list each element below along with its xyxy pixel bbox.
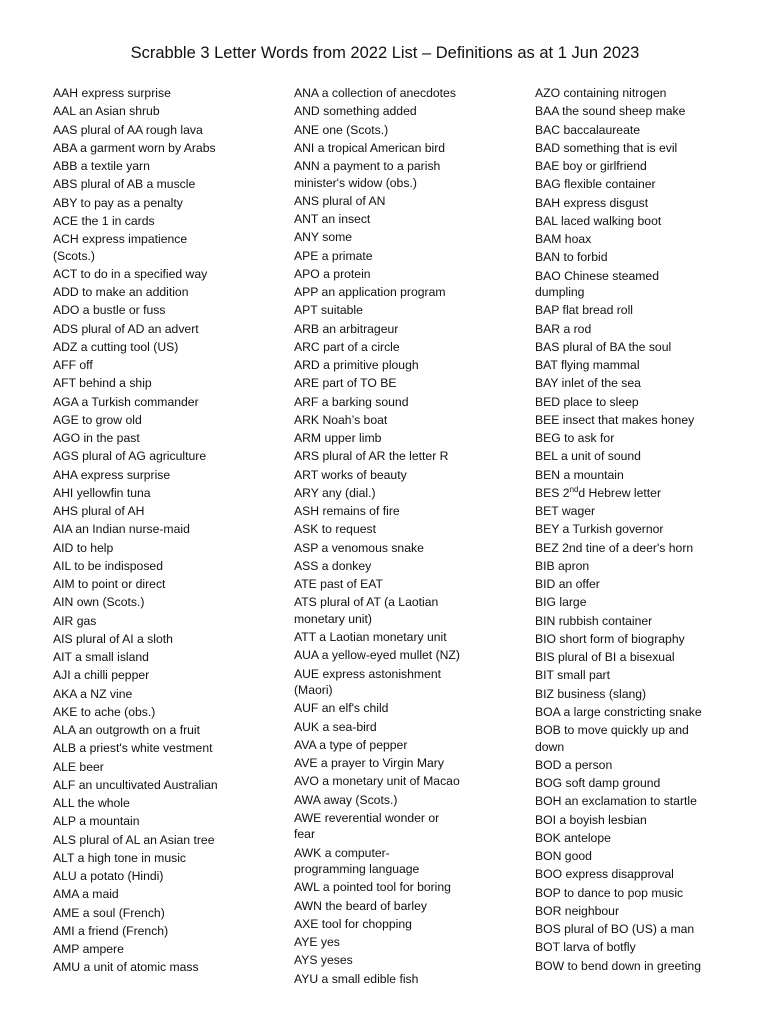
word-entry-line: BAT flying mammal (535, 358, 640, 372)
word-entry (53, 959, 288, 976)
word-entry-line: AXE tool for chopping (294, 916, 412, 931)
word-entry-line: AGS plural of AG agriculture (53, 449, 207, 464)
word-entry (294, 248, 529, 265)
word-entry-line: AAS plural of AA rough lava (53, 122, 203, 137)
word-entry-line: BIS plural of BI a bisexual (535, 650, 675, 664)
page-title: Scrabble 3 Letter Words from 2022 List – Definitions as at 1 Jun 2023 (130, 44, 640, 62)
word-entry-line: BES 2ndd Hebrew letter (535, 484, 662, 500)
word-entry (535, 613, 757, 630)
word-entry-line: APE a primate (294, 248, 373, 263)
word-entry (53, 485, 288, 502)
word-entry (53, 868, 288, 885)
word-entry (53, 722, 288, 739)
word-entry-line: ARM upper limb (294, 431, 382, 445)
word-entry-line: AUF an elf's child (294, 701, 389, 716)
word-entry (53, 195, 288, 212)
word-entry-line: AIR gas (53, 613, 97, 628)
word-entry (53, 140, 288, 157)
word-entry (53, 284, 288, 301)
word-entry (294, 394, 529, 411)
word-entry-line: ANY some (294, 230, 353, 245)
word-entry-line: BAC baccalaureate (535, 122, 641, 137)
word-entry-line: BAH express disgust (535, 195, 649, 210)
word-entry (53, 594, 288, 611)
word-entry (535, 122, 757, 139)
word-entry (294, 700, 529, 717)
word-entry-line: AAH express surprise (53, 86, 171, 100)
word-entry (53, 448, 288, 465)
word-entry-line: ARD a primitive plough (294, 358, 419, 372)
word-entry (294, 810, 529, 843)
word-entry-line: BOK antelope (535, 830, 611, 845)
word-entry-line: BOT larva of botfly (535, 940, 636, 955)
word-entry (294, 952, 529, 969)
word-entry-line: BIO short form of biography (535, 631, 685, 646)
word-entry-line: BAP flat bread roll (535, 303, 634, 318)
word-entry-line: ARF a barking sound (294, 394, 409, 409)
word-entry-line: AFF off (53, 358, 93, 372)
word-entry-line: ARK Noah’s boat (294, 412, 388, 427)
word-entry-line: programming language (294, 862, 420, 876)
word-entry (535, 576, 757, 593)
word-entry (535, 903, 757, 920)
word-entry-line: BEN a mountain (535, 467, 624, 482)
word-entry (535, 485, 757, 502)
word-entry-line: AGA a Turkish commander (53, 394, 199, 409)
word-entry (294, 934, 529, 951)
word-entry (535, 540, 757, 557)
word-entry-line: ASS a donkey (294, 558, 372, 573)
word-entry-line: AAL an Asian shrub (53, 104, 160, 119)
word-entry (535, 140, 757, 157)
word-entry-line: BAN to forbid (535, 250, 608, 265)
word-entry-line: AIS plural of AI a sloth (53, 631, 173, 646)
word-entry-line: AFT behind a ship (53, 376, 152, 391)
word-entry-line: AWK a computer- (294, 845, 390, 860)
word-entry-line: BOB to move quickly up and (535, 723, 689, 737)
word-entry (53, 759, 288, 776)
word-entry (53, 850, 288, 867)
word-entry (53, 430, 288, 447)
word-entry-line: BAM hoax (535, 232, 592, 246)
word-entry-line: BOS plural of BO (US) a man (535, 922, 695, 936)
word-entry (294, 211, 529, 228)
word-entry (53, 686, 288, 703)
word-entry-line: AGE to grow old (53, 412, 142, 427)
word-entry-line: BET wager (535, 504, 596, 518)
word-entry-line: ANA a collection of anecdotes (294, 86, 456, 100)
word-entry-line: ABA a garment worn by Arabs (53, 140, 216, 155)
word-entry (294, 558, 529, 575)
word-entry-line: AIT a small island (53, 650, 149, 664)
word-entry (294, 879, 529, 896)
word-entry-line: AIL to be indisposed (53, 558, 163, 573)
word-entry (535, 848, 757, 865)
word-entry (53, 103, 288, 120)
word-entry (535, 921, 757, 938)
word-entry-line: AGO in the past (53, 431, 140, 445)
word-entry (294, 666, 529, 699)
word-entry (53, 266, 288, 283)
word-entry (294, 193, 529, 210)
word-entry-line: down (535, 739, 565, 754)
word-entry-line: monetary unit) (294, 611, 372, 626)
word-entry-line: ALL the whole (53, 796, 130, 810)
word-entry-line: AMP ampere (53, 942, 124, 956)
word-entry-line: BAO Chinese steamed (535, 268, 659, 283)
word-entry-line: AIA an Indian nurse-maid (53, 522, 190, 537)
word-entry (53, 576, 288, 593)
word-entry (294, 339, 529, 356)
word-entry-line: ARC part of a circle (294, 339, 400, 354)
word-entry-line: AVO a monetary unit of Macao (294, 774, 460, 789)
word-entry (53, 613, 288, 630)
word-entry-line: ASP a venomous snake (294, 540, 424, 555)
word-entry-line: AKA a NZ vine (53, 686, 133, 701)
word-entry-line: BID an offer (535, 577, 600, 591)
word-entry-line: BAA the sound sheep make (535, 104, 686, 119)
word-entry-line: AYS yeses (294, 953, 353, 968)
word-entry (53, 649, 288, 666)
word-entry (294, 719, 529, 736)
word-entry (535, 866, 757, 883)
word-entry (53, 667, 288, 684)
word-entry-line: AID to help (53, 540, 114, 555)
word-entry (535, 467, 757, 484)
word-entry-line: ASH remains of fire (294, 504, 400, 518)
word-entry (535, 649, 757, 666)
word-entry (294, 755, 529, 772)
word-entry-line: AWE reverential wonder or (294, 810, 440, 825)
word-entry (53, 302, 288, 319)
word-entry-line: APP an application program (294, 285, 446, 299)
word-entry-line: BEY a Turkish governor (535, 522, 664, 537)
word-column-1 (53, 85, 288, 978)
word-entry-line: BOA a large constricting snake (535, 704, 702, 719)
word-entry-line: AMI a friend (French) (53, 923, 169, 938)
word-entry (53, 503, 288, 520)
word-entry (53, 357, 288, 374)
word-entry-line: BOI a boyish lesbian (535, 812, 647, 827)
word-entry-line: ALB a priest's white vestment (53, 741, 213, 756)
word-entry-line: BAL laced walking boot (535, 213, 662, 228)
word-entry-line: AYE yes (294, 935, 340, 949)
word-entry-line: AKE to ache (obs.) (53, 704, 156, 719)
word-entry-line: ACT to do in a specified way (53, 266, 208, 281)
word-entry-line: AVE a prayer to Virgin Mary (294, 756, 444, 770)
word-entry-line: ACH express impatience (53, 232, 188, 246)
word-entry-line: BOR neighbour (535, 903, 620, 918)
word-entry (53, 886, 288, 903)
word-entry-line: BED place to sleep (535, 394, 639, 409)
word-entry (535, 686, 757, 703)
word-entry (294, 375, 529, 392)
word-entry (535, 195, 757, 212)
word-entry-line: BEG to ask for (535, 431, 615, 445)
word-entry (53, 339, 288, 356)
word-entry-line: BEL a unit of sound (535, 449, 641, 464)
word-entry-line: BIG large (535, 595, 587, 610)
word-entry (294, 916, 529, 933)
word-entry-line: ANN a payment to a parish (294, 159, 441, 173)
ordinal-suffix: nd (569, 484, 579, 494)
word-entry-line: BOO express disapproval (535, 867, 674, 882)
word-entry-line: ANT an insect (294, 212, 371, 226)
word-entry (535, 958, 757, 975)
word-entry-line: AIM to point or direct (53, 577, 166, 591)
word-entry-line: BOW to bend down in greeting (535, 958, 701, 973)
word-entry-line: ANI a tropical American bird (294, 140, 446, 155)
word-entry-line: ASK to request (294, 522, 376, 537)
word-entry (535, 812, 757, 829)
word-entry-line: BOH an exclamation to startle (535, 794, 697, 809)
word-entry-line: ADD to make an addition (53, 285, 189, 299)
word-entry (535, 885, 757, 902)
word-entry (294, 140, 529, 157)
word-entry (294, 898, 529, 915)
word-entry (535, 103, 757, 120)
word-entry (53, 394, 288, 411)
word-column-3 (535, 85, 757, 976)
word-entry (294, 229, 529, 246)
word-entry (294, 971, 529, 988)
word-entry-line: BEE insect that makes honey (535, 412, 695, 427)
word-entry (53, 540, 288, 557)
word-entry (294, 576, 529, 593)
word-entry-line: AHS plural of AH (53, 504, 145, 518)
word-entry-line: ALF an uncultivated Australian (53, 777, 218, 792)
word-entry (535, 448, 757, 465)
word-entry (535, 268, 757, 301)
word-entry-line: AYU a small edible fish (294, 971, 419, 986)
word-entry-line: ABS plural of AB a muscle (53, 177, 196, 192)
word-entry-line: BAE boy or girlfriend (535, 159, 647, 173)
word-entry-line: ADZ a cutting tool (US) (53, 339, 179, 354)
word-entry (53, 321, 288, 338)
word-entry (535, 430, 757, 447)
word-entry-line: ADO a bustle or fuss (53, 303, 166, 318)
word-entry (53, 231, 288, 264)
word-entry (53, 412, 288, 429)
word-entry-line: ATS plural of AT (a Laotian (294, 595, 439, 610)
word-entry-line: APT suitable (294, 303, 363, 318)
word-entry (53, 521, 288, 538)
word-entry-line: AJI a chilli pepper (53, 668, 150, 683)
word-entry-line: BAS plural of BA the soul (535, 339, 672, 354)
word-entry-line: BIZ business (slang) (535, 686, 647, 701)
word-entry-line: BIT small part (535, 668, 610, 683)
word-entry-line: (Scots.) (53, 248, 95, 263)
word-entry (294, 540, 529, 557)
word-entry (535, 249, 757, 266)
word-entry (53, 832, 288, 849)
word-entry (53, 941, 288, 958)
word-entry-line: ANS plural of AN (294, 193, 386, 208)
word-entry (294, 85, 529, 102)
word-entry (294, 467, 529, 484)
word-entry (53, 122, 288, 139)
word-entry-line: BEZ 2nd tine of a deer's horn (535, 540, 694, 555)
word-entry-line: AVA a type of pepper (294, 737, 408, 752)
word-entry (294, 430, 529, 447)
word-entry-line: ALE beer (53, 759, 104, 774)
word-entry-line: BIN rubbish container (535, 613, 653, 628)
word-entry (294, 357, 529, 374)
word-entry (535, 631, 757, 648)
word-entry (294, 122, 529, 139)
word-entry-line: ATT a Laotian monetary unit (294, 630, 447, 644)
word-entry (53, 213, 288, 230)
word-entry (535, 375, 757, 392)
word-entry-line: BAY inlet of the sea (535, 376, 641, 391)
word-entry-line: BAR a rod (535, 321, 592, 336)
word-entry (53, 558, 288, 575)
word-entry-line: (Maori) (294, 683, 333, 697)
word-entry-line: AHA express surprise (53, 467, 171, 482)
word-entry (294, 737, 529, 754)
word-entry (53, 631, 288, 648)
word-entry-line: ATE past of EAT (294, 577, 383, 591)
word-entry (535, 357, 757, 374)
word-entry (294, 302, 529, 319)
word-entry (535, 302, 757, 319)
word-entry (535, 213, 757, 230)
word-entry (53, 740, 288, 757)
word-entry (53, 158, 288, 175)
word-entry (294, 158, 529, 191)
word-entry (294, 103, 529, 120)
word-entry (535, 667, 757, 684)
word-entry (535, 321, 757, 338)
word-entry-line: ARB an arbitrageur (294, 321, 399, 336)
word-entry (53, 467, 288, 484)
word-entry-line: ADS plural of AD an advert (53, 321, 199, 336)
word-entry-line: ANE one (Scots.) (294, 122, 389, 137)
word-entry (294, 412, 529, 429)
word-entry (53, 85, 288, 102)
word-entry (294, 266, 529, 283)
word-entry (535, 757, 757, 774)
word-entry-line: ABB a textile yarn (53, 159, 150, 173)
word-entry-line: ACE the 1 in cards (53, 213, 155, 228)
word-entry (53, 905, 288, 922)
word-entry-line: dumpling (535, 285, 585, 299)
word-entry (294, 773, 529, 790)
word-entry (53, 704, 288, 721)
word-entry-line: AWN the beard of barley (294, 898, 427, 913)
word-entry-line: AIN own (Scots.) (53, 595, 145, 610)
word-entry (294, 321, 529, 338)
word-entry-line: AUK a sea-bird (294, 719, 377, 734)
word-entry (535, 394, 757, 411)
word-entry-line: minister's widow (obs.) (294, 175, 417, 190)
word-entry-line: BOP to dance to pop music (535, 885, 684, 900)
word-entry (53, 375, 288, 392)
word-entry-line: AWA away (Scots.) (294, 792, 398, 807)
word-entry (294, 503, 529, 520)
word-entry (294, 521, 529, 538)
word-entry (535, 339, 757, 356)
word-entry-line: ARY any (dial.) (294, 485, 376, 500)
word-entry-line: BOG soft damp ground (535, 776, 661, 790)
word-entry-line: AWL a pointed tool for boring (294, 880, 451, 895)
word-entry-line: AMU a unit of atomic mass (53, 960, 199, 975)
word-entry (535, 158, 757, 175)
word-entry (535, 830, 757, 847)
word-entry (294, 448, 529, 465)
word-entry-line: BAD something that is evil (535, 140, 678, 155)
word-entry (535, 412, 757, 429)
word-entry (535, 939, 757, 956)
word-entry (535, 558, 757, 575)
word-entry (53, 923, 288, 940)
word-entry (294, 792, 529, 809)
word-entry (294, 485, 529, 502)
word-entry (535, 594, 757, 611)
word-entry (294, 629, 529, 646)
word-entry-line: AME a soul (French) (53, 905, 165, 920)
word-entry-line: ABY to pay as a penalty (53, 195, 183, 210)
word-entry (535, 704, 757, 721)
word-entry (535, 231, 757, 248)
word-entry-line: AZO containing nitrogen (535, 86, 667, 100)
word-entry (535, 521, 757, 538)
word-entry-line: ALS plural of AL an Asian tree (53, 832, 215, 847)
word-entry (294, 845, 529, 878)
word-entry-line: AMA a maid (53, 887, 119, 902)
word-entry-line: BOD a person (535, 757, 613, 772)
word-entry (53, 813, 288, 830)
word-entry-line: APO a protein (294, 266, 371, 281)
word-entry-line: ALA an outgrowth on a fruit (53, 723, 201, 737)
word-entry (53, 777, 288, 794)
word-entry-line: ART works of beauty (294, 467, 407, 482)
word-entry (294, 647, 529, 664)
word-entry-line: AHI yellowfin tuna (53, 485, 151, 500)
word-entry-line: ARE part of TO BE (294, 376, 397, 391)
word-entry (294, 284, 529, 301)
word-entry-line: BAG flexible container (535, 177, 656, 192)
word-entry (53, 795, 288, 812)
word-column-2 (294, 85, 529, 989)
word-entry-line: ARS plural of AR the letter R (294, 449, 449, 464)
word-entry-line: AND something added (294, 104, 417, 119)
word-entry-line: BIB apron (535, 558, 590, 573)
word-entry-line: BON good (535, 849, 592, 863)
word-entry (535, 503, 757, 520)
word-entry (535, 85, 757, 102)
word-entry (294, 594, 529, 627)
word-entry-line: AUA a yellow-eyed mullet (NZ) (294, 648, 460, 663)
word-entry-line: ALT a high tone in music (53, 850, 187, 865)
word-entry (535, 176, 757, 193)
word-entry (535, 775, 757, 792)
word-entry-line: AUE express astonishment (294, 666, 441, 681)
word-entry-line: fear (294, 827, 316, 842)
word-entry (535, 722, 757, 755)
word-entry-line: ALP a mountain (53, 814, 140, 829)
word-entry-line: ALU a potato (Hindi) (53, 869, 164, 883)
word-entry (535, 793, 757, 810)
word-entry (53, 176, 288, 193)
